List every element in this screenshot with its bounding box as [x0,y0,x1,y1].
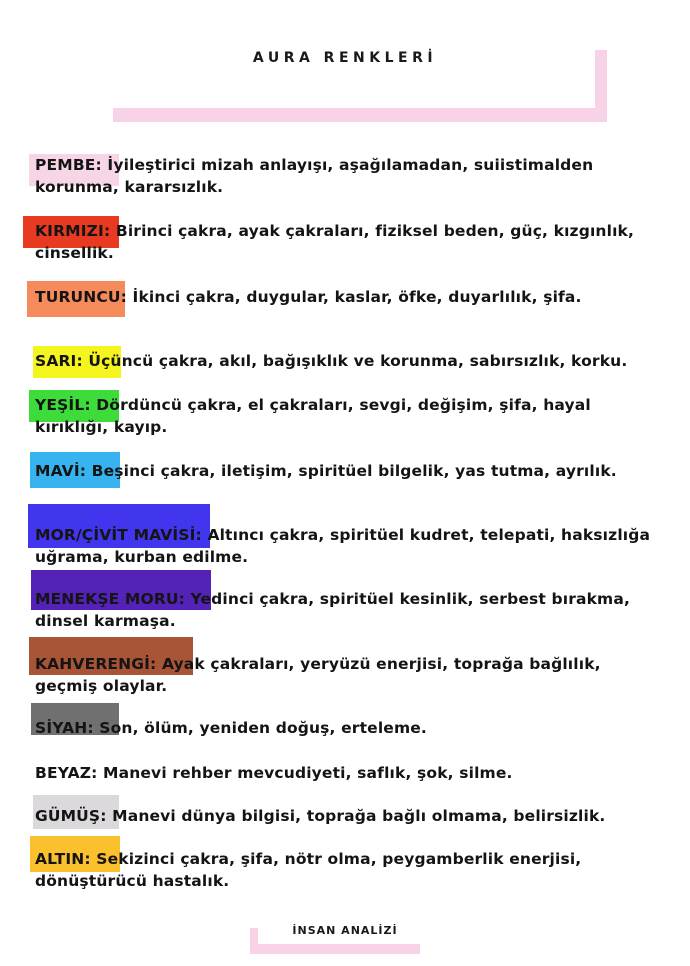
entry-key: KAHVERENGİ: [35,655,157,673]
entry-text: Manevi dünya bilgisi, toprağa bağlı olmama, belirsizlik. [106,807,606,825]
entry-text: İkinci çakra, duygular, kaslar, öfke, duyarlılık, şifa. [127,288,582,306]
entry-text: : Altıncı çakra, spiritüel kudret, telepati, haksızlığa uğrama, kurban edilme. [35,526,651,566]
aura-entry-siyah [35,717,665,739]
entry-text: Manevi rehber mevcudiyeti, saflık, şok, silme. [97,764,513,782]
entry-text: Yedinci çakra, spiritüel kesinlik, serbest bırakma, dinsel karmaşa. [35,590,631,630]
entry-key: YEŞİL: [35,396,91,414]
entry-text: Beşinci çakra, iletişim, spiritüel bilgelik, yas tutma, ayrılık. [86,462,617,480]
entry-text: Üçüncü çakra, akıl, bağışıklık ve korunma, sabırsızlık, korku. [82,352,628,370]
entry-text: İyileştirici mizah anlayışı, aşağılamadan, suiistimalden korunma, kararsızlık. [35,156,594,196]
footer-label: İNSAN ANALİZİ [292,924,398,937]
entry-text: Son, ölüm, yeniden doğuş, erteleme. [93,719,427,737]
aura-entry-kirmizi [35,220,665,264]
entry-text: Ayak çakraları, yeryüzü enerjisi, toprağa bağlılık, geçmiş olaylar. [35,655,601,695]
frame-top-bar [113,108,607,122]
entry-key: MOR/ÇİVİT MAVİSİ [35,526,196,544]
aura-entry-menekse [35,588,665,632]
aura-entry-kahverengi [35,653,665,697]
aura-entry-yesil [35,394,665,438]
entry-text: Sekizinci çakra, şifa, nötr olma, peygamberlik enerjisi, dönüştürücü hastalık. [35,850,582,890]
aura-entry-mor-civit [35,524,665,568]
aura-entry-gumus [35,805,665,827]
entry-key: SİYAH: [35,719,94,737]
entry-key: ALTIN: [35,850,91,868]
entry-key: KIRMIZI: [35,222,111,240]
entry-key: PEMBE: [35,156,102,174]
page-title: AURA RENKLERİ [252,50,438,66]
aura-entry-beyaz [35,762,665,784]
entry-key: SARI: [35,352,83,370]
entry-key: GÜMÜŞ: [35,807,107,825]
entry-key: TURUNCU: [35,288,128,306]
entry-key: BEYAZ: [35,764,98,782]
entry-key: MENEKŞE MORU: [35,590,186,608]
entry-key: MAVİ: [35,462,87,480]
frame-bottom-bar [250,944,420,954]
aura-entry-altin [35,848,665,892]
entry-text: Dördüncü çakra, el çakraları, sevgi, değişim, şifa, hayal kırıklığı, kayıp. [35,396,591,436]
aura-entry-turuncu [35,286,665,308]
aura-entry-pembe [35,154,665,198]
aura-entry-sari [35,350,665,372]
aura-entry-mavi [35,460,665,482]
entry-text: Birinci çakra, ayak çakraları, fiziksel beden, güç, kızgınlık, cinsellik. [35,222,635,262]
